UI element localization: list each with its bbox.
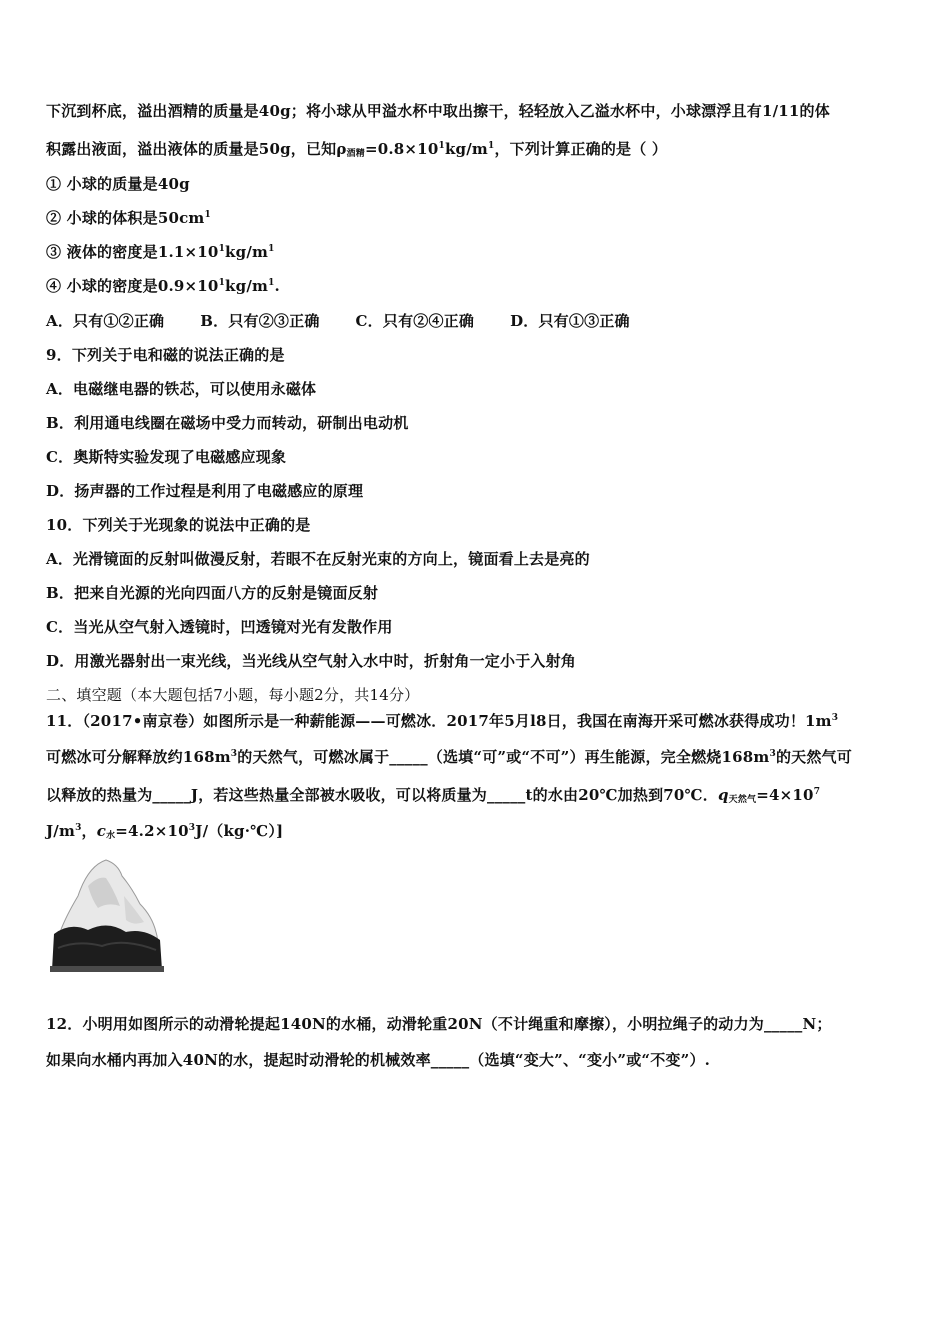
q12-line2: 如果向水桶内再加入40N的水，提起时动滑轮的机械效率_____（选填“变大”、“变小”或“不变”）. [46, 1051, 711, 1069]
q8-option-a: A．只有①②正确 [46, 312, 165, 330]
q10-option-c: C．当光从空气射入透镜时，凹透镜对光有发散作用 [46, 618, 393, 636]
q9-option-d: D．扬声器的工作过程是利用了电磁感应的原理 [46, 482, 364, 500]
q8-option-b: B．只有②③正确 [200, 312, 320, 330]
q11-line1: 11．（2017•南京卷）如图所示是一种薪能源——可燃冰．2017年5月l8日，我国在南海开采可燃冰获得成功！$1m^3$ [46, 712, 839, 730]
q8-options [46, 311, 666, 331]
q8-line2: 积露出液面，溢出液体的质量是50g，已知$\rho_{酒精}=0.8\times 10^1kg/m^1$，下列计算正确的是（ ） [46, 140, 668, 159]
q11-line3: 以释放的热量为_____J，若这些热量全部被水吸收，可以将质量为_____t的水由20℃加热到70℃．$q_{天然气}=4\times 10^7$ [46, 786, 821, 805]
q8-option-c: C．只有②④正确 [355, 312, 475, 330]
combustible-ice-image [48, 856, 166, 974]
q9-option-b: B．利用通电线圈在磁场中受力而转动，研制出电动机 [46, 414, 409, 432]
q9-option-c: C．奥斯特实验发现了电磁感应现象 [46, 448, 287, 466]
section-heading-fill-in: 二、填空题（本大题包括7小题，每小题2分，共14分） [46, 686, 420, 704]
q10-stem: 10．下列关于光现象的说法中正确的是 [46, 516, 311, 534]
q10-option-b: B．把来自光源的光向四面八方的反射是镜面反射 [46, 584, 379, 602]
q8-line1: 下沉到杯底，溢出酒精的质量是40g；将小球从甲溢水杯中取出擦干，轻轻放入乙溢水杯中，小球漂浮且有1/11的体 [46, 102, 830, 120]
q8-statement-4: ④ 小球的密度是$0.9\times 10^1kg/m^1$. [46, 277, 280, 295]
q12-line1: 12．小明用如图所示的动滑轮提起140N的水桶，动滑轮重20N（不计绳重和摩擦），小明拉绳子的动力为_____N； [46, 1015, 832, 1033]
q11-line4: $J/m^3$，$c_水=4.2\times 10^3J/(kg\cdot℃)$] [46, 822, 284, 841]
q8-statement-3: ③ 液体的密度是$1.1\times 10^1kg/m^1$ [46, 243, 275, 261]
q10-option-a: A．光滑镜面的反射叫做漫反射，若眼不在反射光束的方向上，镜面看上去是亮的 [46, 550, 590, 568]
q8-option-d: D．只有①③正确 [510, 312, 630, 330]
q8-statement-2: ② 小球的体积是$50cm^1$ [46, 209, 211, 227]
q9-option-a: A．电磁继电器的铁芯，可以使用永磁体 [46, 380, 317, 398]
q11-line2: 可燃冰可分解释放约$168m^3$的天然气，可燃冰属于_____（选填“可”或“不可”）再生能源，完全燃烧$168m^3$的天然气可 [46, 748, 852, 766]
q10-option-d: D．用激光器射出一束光线，当光线从空气射入水中时，折射角一定小于入射角 [46, 652, 577, 670]
q9-stem: 9．下列关于电和磁的说法正确的是 [46, 346, 285, 364]
q8-statement-1: ① 小球的质量是40g [46, 175, 190, 193]
